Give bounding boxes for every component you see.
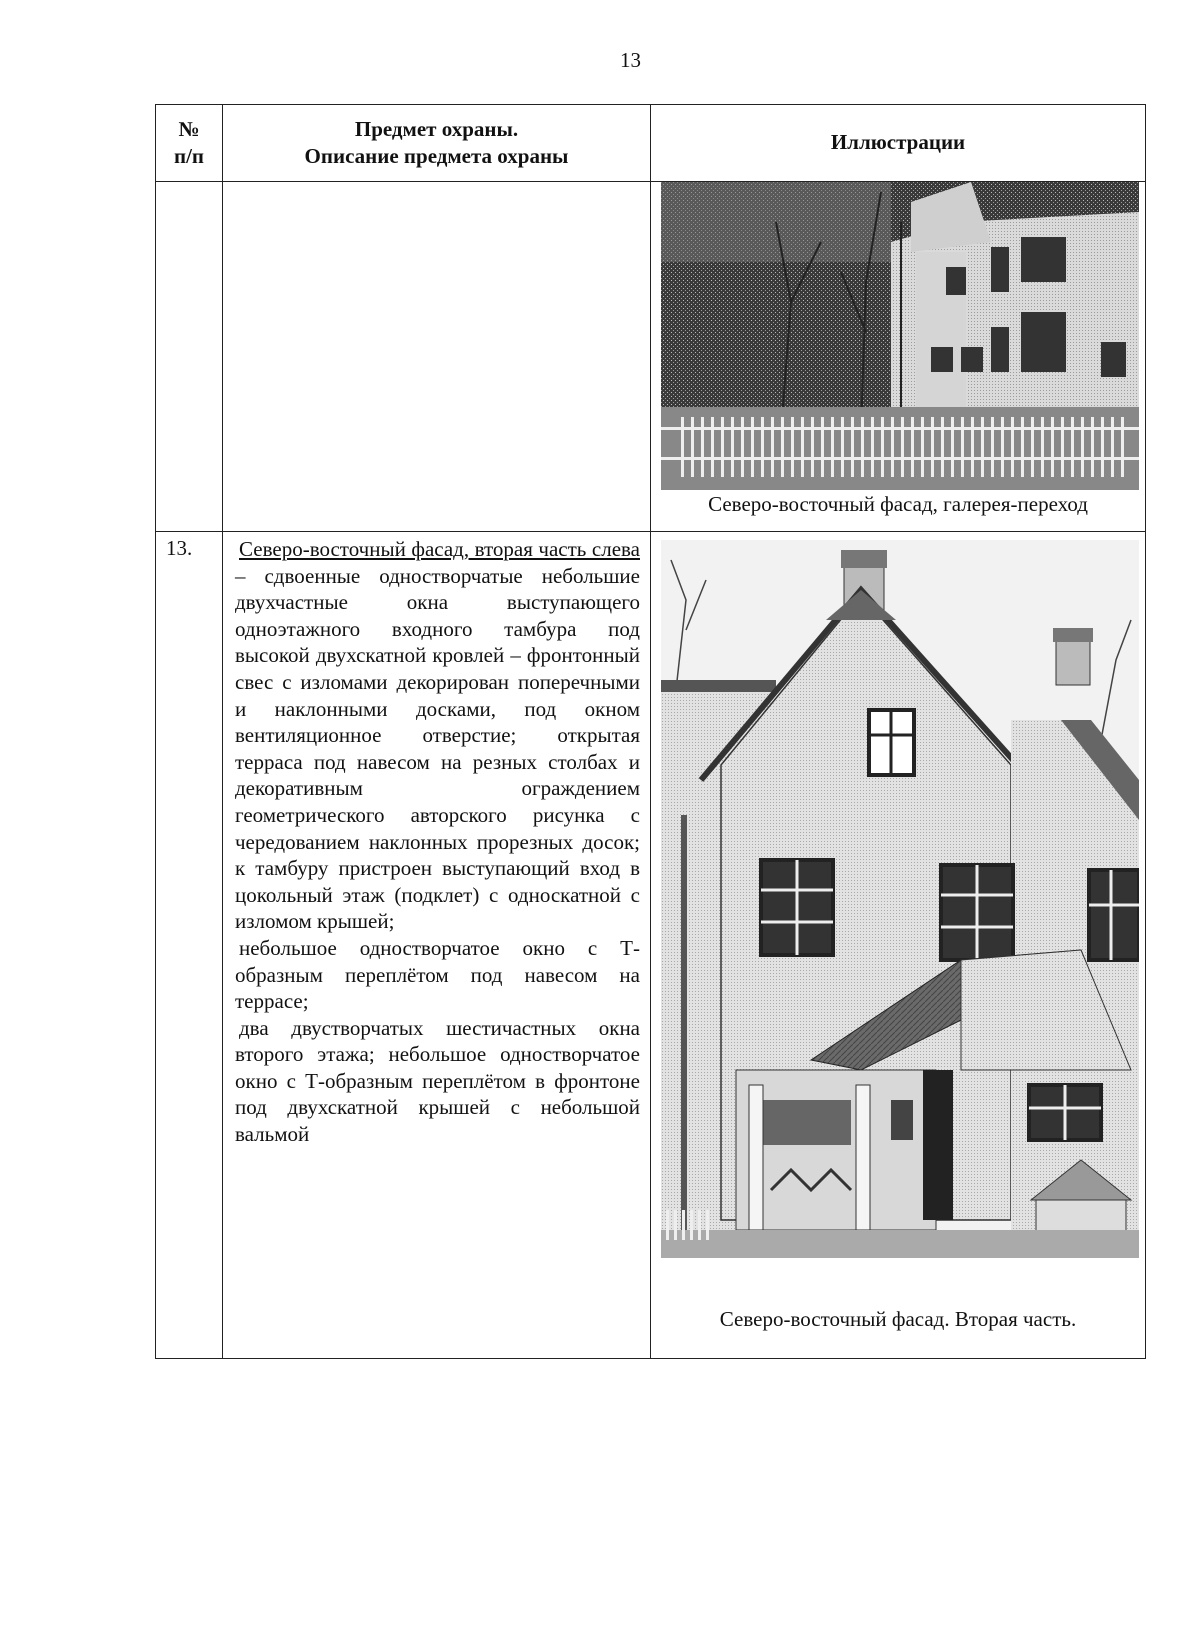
description-text: – сдвоенные одностворчатые небольшие двухчастные окна выступающего одноэтажного входного тамбура под высокой двухскатной кровлей – фронтонный свес с изломами декорирован поперечными и наклонными досками, под окном вентиляционное отверстие; открытая терраса под навесом на резных столбах и декоративным ограждением геометрического авторского рисунка с чередованием наклонных прорезных досок; к тамбуру пристроен выступающий вход в цокольный этаж (подклет) с односкатной с изломом крышей; [235,563,640,934]
row-number [156,182,223,532]
header-number-abbr: п/п [173,144,205,168]
row-number: 13. [156,532,223,1359]
illustration-cell [651,182,1146,532]
illustration-cell [651,532,1146,1359]
illustration-caption: Северо-восточный фасад, галерея-переход [708,492,1088,516]
page-number: 13 [620,48,641,72]
header-description [223,105,651,182]
description-paragraph: два двустворчатых шестичастных окна второго этажа; небольшое одностворчатое окно с Т-образным переплётом в фронтоне под двухскатной крышей с небольшой вальмой [235,1015,640,1147]
photo-gallery-passage [661,182,1139,490]
description-paragraph: небольшое одностворчатое окно с Т-образным переплётом под навесом на террасе; [235,935,640,1014]
protection-table [155,104,1146,1359]
row-description [223,182,651,532]
description-paragraph [235,536,640,935]
header-number-sign: № [178,116,200,141]
header-subject: Предмет охраны. [354,116,519,141]
table-row [156,532,1146,1359]
illustration-caption: Северо-восточный фасад. Вторая часть. [719,1307,1077,1331]
photo-northeast-facade [661,540,1139,1258]
table-row [156,182,1146,532]
description-title: Северо-восточный фасад, вторая часть слева [239,537,640,561]
header-number [156,105,223,182]
header-illustrations: Иллюстрации [651,105,1146,182]
table-header-row [156,105,1146,182]
header-subject-description: Описание предмета охраны [304,144,569,168]
row-description [223,532,651,1359]
